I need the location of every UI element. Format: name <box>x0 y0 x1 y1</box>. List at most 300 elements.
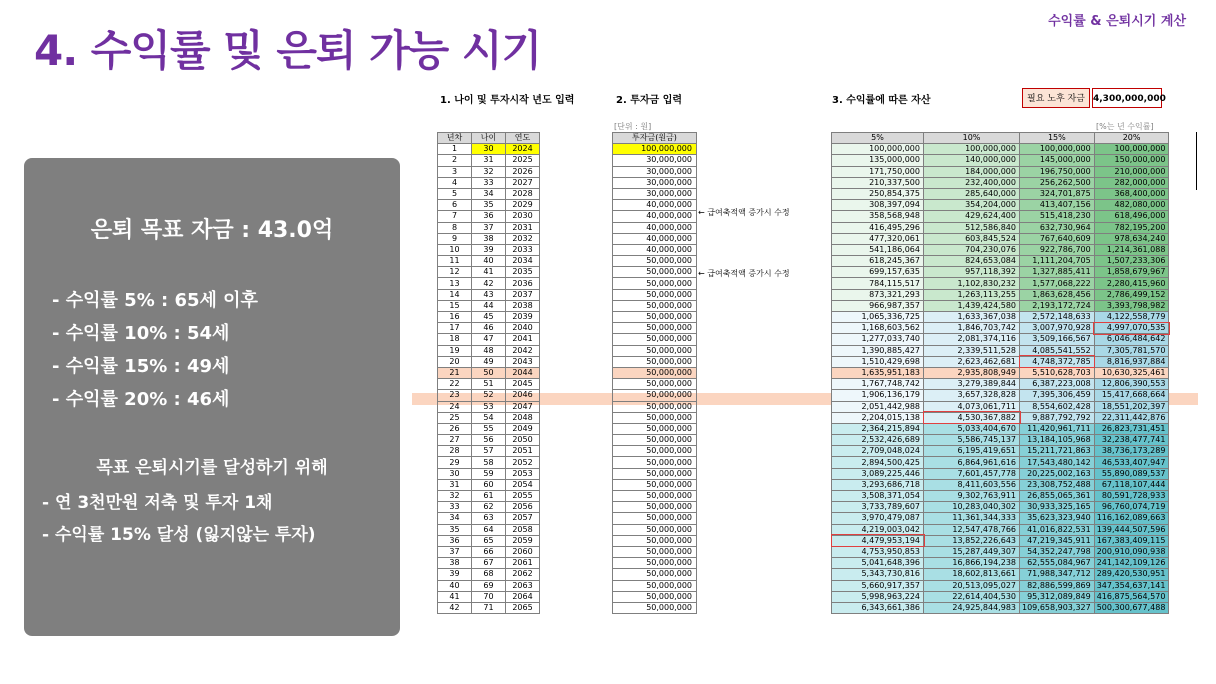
table-row <box>613 356 697 367</box>
table-row <box>832 479 1169 490</box>
unit-label: [단위 : 원] <box>614 122 652 131</box>
table-row <box>832 233 1169 244</box>
table-row <box>832 491 1169 502</box>
year-cell[interactable]: 2062 <box>506 569 540 580</box>
age-cell[interactable]: 53 <box>472 401 506 412</box>
table-row <box>438 356 540 367</box>
asset-20pct-cell: 1,507,233,306 <box>1094 256 1169 267</box>
age-cell[interactable]: 64 <box>472 524 506 535</box>
asset-15pct-cell: 767,640,609 <box>1020 233 1095 244</box>
asset-5pct-cell: 2,364,215,894 <box>832 423 924 434</box>
principal-cell[interactable]: 50,000,000 <box>613 457 697 468</box>
asset-15pct-cell: 1,577,068,222 <box>1020 278 1095 289</box>
age-cell[interactable]: 51 <box>472 379 506 390</box>
principal-cell[interactable]: 50,000,000 <box>613 524 697 535</box>
age-cell[interactable]: 30 <box>472 144 506 155</box>
principal-cell[interactable]: 100,000,000 <box>613 144 697 155</box>
table-row <box>832 546 1169 557</box>
principal-cell[interactable]: 40,000,000 <box>613 222 697 233</box>
age-cell[interactable]: 68 <box>472 569 506 580</box>
age-cell[interactable]: 31 <box>472 155 506 166</box>
asset-10pct-cell: 22,614,404,530 <box>924 591 1020 602</box>
year-cell[interactable]: 2047 <box>506 401 540 412</box>
asset-20pct-cell: 978,634,240 <box>1094 233 1169 244</box>
asset-5pct-cell: 5,343,730,816 <box>832 569 924 580</box>
year-cell[interactable]: 2058 <box>506 524 540 535</box>
principal-cell[interactable]: 50,000,000 <box>613 256 697 267</box>
table-row <box>438 535 540 546</box>
year-num-cell: 31 <box>438 479 472 490</box>
table-row <box>832 267 1169 278</box>
asset-5pct-cell: 699,157,635 <box>832 267 924 278</box>
retirement-goal: 은퇴 목표 자금 : 43.0억 <box>90 218 334 243</box>
asset-15pct-cell: 109,658,903,327 <box>1020 602 1095 613</box>
principal-cell[interactable]: 50,000,000 <box>613 446 697 457</box>
age-cell[interactable]: 50 <box>472 367 506 378</box>
asset-20pct-cell: 2,786,499,152 <box>1094 289 1169 300</box>
age-cell[interactable]: 63 <box>472 513 506 524</box>
table-row <box>832 278 1169 289</box>
asset-5pct-cell: 4,219,003,042 <box>832 524 924 535</box>
year-cell[interactable]: 2065 <box>506 602 540 613</box>
table-row <box>438 569 540 580</box>
asset-20pct-cell: 26,823,731,451 <box>1094 423 1169 434</box>
year-cell[interactable]: 2030 <box>506 211 540 222</box>
age-cell[interactable]: 71 <box>472 602 506 613</box>
asset-15pct-cell: 256,262,500 <box>1020 177 1095 188</box>
asset-20pct-cell: 12,806,390,553 <box>1094 379 1169 390</box>
asset-15pct-cell: 922,786,700 <box>1020 244 1095 255</box>
asset-20pct-cell: 4,997,070,535 <box>1094 323 1169 334</box>
asset-15pct-cell: 3,007,970,928 <box>1020 323 1095 334</box>
age-cell[interactable]: 67 <box>472 558 506 569</box>
year-num-cell: 3 <box>438 166 472 177</box>
table-row <box>832 535 1169 546</box>
asset-5pct-cell: 5,998,963,224 <box>832 591 924 602</box>
asset-5pct-cell: 4,479,953,194 <box>832 535 924 546</box>
principal-cell[interactable]: 50,000,000 <box>613 502 697 513</box>
asset-20pct-cell: 96,760,074,719 <box>1094 502 1169 513</box>
year-cell[interactable]: 2039 <box>506 312 540 323</box>
asset-5pct-cell: 2,051,442,988 <box>832 401 924 412</box>
asset-15pct-cell: 515,418,230 <box>1020 211 1095 222</box>
year-cell[interactable]: 2033 <box>506 244 540 255</box>
year-num-cell: 4 <box>438 177 472 188</box>
principal-cell[interactable]: 50,000,000 <box>613 535 697 546</box>
year-num-cell: 37 <box>438 546 472 557</box>
table-row <box>438 602 540 613</box>
year-cell[interactable]: 2060 <box>506 546 540 557</box>
principal-cell[interactable]: 50,000,000 <box>613 289 697 300</box>
principal-cell[interactable]: 50,000,000 <box>613 602 697 613</box>
age-cell[interactable]: 44 <box>472 300 506 311</box>
asset-10pct-cell: 5,033,404,670 <box>924 423 1020 434</box>
age-cell[interactable]: 61 <box>472 491 506 502</box>
asset-20pct-cell: 150,000,000 <box>1094 155 1169 166</box>
year-cell[interactable]: 2025 <box>506 155 540 166</box>
table-row <box>613 278 697 289</box>
table-row <box>832 211 1169 222</box>
year-num-cell: 33 <box>438 502 472 513</box>
year-cell[interactable]: 2052 <box>506 457 540 468</box>
principal-cell[interactable]: 50,000,000 <box>613 379 697 390</box>
age-cell[interactable]: 38 <box>472 233 506 244</box>
table-row <box>613 569 697 580</box>
principal-cell[interactable]: 50,000,000 <box>613 367 697 378</box>
table-row <box>832 356 1169 367</box>
year-cell[interactable]: 2028 <box>506 188 540 199</box>
table-row <box>613 491 697 502</box>
principal-cell[interactable]: 50,000,000 <box>613 513 697 524</box>
principal-cell[interactable]: 50,000,000 <box>613 345 697 356</box>
age-cell[interactable]: 39 <box>472 244 506 255</box>
principal-cell[interactable]: 30,000,000 <box>613 166 697 177</box>
year-num-cell: 28 <box>438 446 472 457</box>
age-cell[interactable]: 60 <box>472 479 506 490</box>
asset-5pct-cell: 1,168,603,562 <box>832 323 924 334</box>
asset-20pct-cell: 15,417,668,664 <box>1094 390 1169 401</box>
col-header-principal: 투자금(원금) <box>613 133 697 144</box>
table-row <box>438 367 540 378</box>
asset-5pct-cell: 308,397,094 <box>832 200 924 211</box>
asset-20pct-cell: 116,162,089,663 <box>1094 513 1169 524</box>
year-cell[interactable]: 2054 <box>506 479 540 490</box>
age-cell[interactable]: 65 <box>472 535 506 546</box>
table-row <box>613 502 697 513</box>
asset-15pct-cell: 23,308,752,488 <box>1020 479 1095 490</box>
year-cell[interactable]: 2040 <box>506 323 540 334</box>
principal-cell[interactable]: 30,000,000 <box>613 155 697 166</box>
asset-20pct-cell: 618,496,000 <box>1094 211 1169 222</box>
asset-10pct-cell: 18,602,813,661 <box>924 569 1020 580</box>
table-row <box>832 334 1169 345</box>
asset-15pct-cell: 41,016,822,531 <box>1020 524 1095 535</box>
age-cell[interactable]: 42 <box>472 278 506 289</box>
age-cell[interactable]: 45 <box>472 312 506 323</box>
year-cell[interactable]: 2050 <box>506 435 540 446</box>
year-num-cell: 34 <box>438 513 472 524</box>
age-cell[interactable]: 54 <box>472 412 506 423</box>
principal-cell[interactable]: 50,000,000 <box>613 300 697 311</box>
asset-5pct-cell: 3,089,225,446 <box>832 468 924 479</box>
age-cell[interactable]: 57 <box>472 446 506 457</box>
year-cell[interactable]: 2032 <box>506 233 540 244</box>
asset-10pct-cell: 5,586,745,137 <box>924 435 1020 446</box>
asset-10pct-cell: 24,925,844,983 <box>924 602 1020 613</box>
return-15pct: - 수익률 15% : 49세 <box>52 356 230 377</box>
age-cell[interactable]: 46 <box>472 323 506 334</box>
asset-20pct-cell: 282,000,000 <box>1094 177 1169 188</box>
year-cell[interactable]: 2051 <box>506 446 540 457</box>
principal-cell[interactable]: 50,000,000 <box>613 390 697 401</box>
asset-20pct-cell: 782,195,200 <box>1094 222 1169 233</box>
age-cell[interactable]: 48 <box>472 345 506 356</box>
principal-cell[interactable]: 50,000,000 <box>613 558 697 569</box>
principal-cell[interactable]: 30,000,000 <box>613 188 697 199</box>
age-cell[interactable]: 62 <box>472 502 506 513</box>
table-row <box>832 435 1169 446</box>
table-row <box>438 412 540 423</box>
principal-cell[interactable]: 50,000,000 <box>613 278 697 289</box>
principal-cell[interactable]: 50,000,000 <box>613 323 697 334</box>
principal-cell[interactable]: 40,000,000 <box>613 233 697 244</box>
asset-10pct-cell: 1,633,367,038 <box>924 312 1020 323</box>
age-cell[interactable]: 66 <box>472 546 506 557</box>
year-cell[interactable]: 2041 <box>506 334 540 345</box>
year-cell[interactable]: 2043 <box>506 356 540 367</box>
table-row <box>438 580 540 591</box>
asset-5pct-cell: 6,343,661,386 <box>832 602 924 613</box>
principal-cell[interactable]: 40,000,000 <box>613 200 697 211</box>
age-cell[interactable]: 34 <box>472 188 506 199</box>
investment-table <box>612 132 697 614</box>
table-row <box>438 513 540 524</box>
table-row <box>613 390 697 401</box>
asset-20pct-cell: 100,000,000 <box>1094 144 1169 155</box>
year-cell[interactable]: 2061 <box>506 558 540 569</box>
asset-15pct-cell: 413,407,156 <box>1020 200 1095 211</box>
table-row <box>438 390 540 401</box>
age-cell[interactable]: 56 <box>472 435 506 446</box>
age-cell[interactable]: 59 <box>472 468 506 479</box>
asset-10pct-cell: 2,623,462,681 <box>924 356 1020 367</box>
col-header-5pct: 5% <box>832 133 924 144</box>
table-row <box>832 144 1169 155</box>
principal-cell[interactable]: 50,000,000 <box>613 423 697 434</box>
year-cell[interactable]: 2055 <box>506 491 540 502</box>
principal-cell[interactable]: 50,000,000 <box>613 334 697 345</box>
principal-cell[interactable]: 40,000,000 <box>613 211 697 222</box>
asset-growth-table <box>831 132 1169 614</box>
table-row <box>613 323 697 334</box>
year-num-cell: 12 <box>438 267 472 278</box>
year-num-cell: 18 <box>438 334 472 345</box>
principal-cell[interactable]: 50,000,000 <box>613 491 697 502</box>
asset-15pct-cell: 15,211,721,863 <box>1020 446 1095 457</box>
asset-10pct-cell: 704,230,076 <box>924 244 1020 255</box>
asset-10pct-cell: 1,846,703,742 <box>924 323 1020 334</box>
principal-cell[interactable]: 40,000,000 <box>613 244 697 255</box>
col-header-10pct: 10% <box>924 133 1020 144</box>
table-row <box>438 446 540 457</box>
table-row <box>832 524 1169 535</box>
principal-cell[interactable]: 30,000,000 <box>613 177 697 188</box>
table-row <box>832 401 1169 412</box>
table-row <box>438 401 540 412</box>
asset-10pct-cell: 2,339,511,528 <box>924 345 1020 356</box>
year-num-cell: 21 <box>438 367 472 378</box>
table-row <box>832 200 1169 211</box>
asset-20pct-cell: 2,280,415,960 <box>1094 278 1169 289</box>
asset-10pct-cell: 232,400,000 <box>924 177 1020 188</box>
age-cell[interactable]: 41 <box>472 267 506 278</box>
year-num-cell: 14 <box>438 289 472 300</box>
asset-10pct-cell: 354,204,000 <box>924 200 1020 211</box>
age-cell[interactable]: 32 <box>472 166 506 177</box>
table-row <box>613 244 697 255</box>
table-row <box>438 144 540 155</box>
table-row <box>613 446 697 457</box>
age-cell[interactable]: 70 <box>472 591 506 602</box>
asset-10pct-cell: 2,081,374,116 <box>924 334 1020 345</box>
table-row <box>438 591 540 602</box>
asset-15pct-cell: 11,420,961,711 <box>1020 423 1095 434</box>
strategy-bullet: - 수익률 15% 달성 (잃지않는 투자) <box>42 525 316 545</box>
table-row <box>613 300 697 311</box>
asset-15pct-cell: 62,555,084,967 <box>1020 558 1095 569</box>
table-row <box>438 155 540 166</box>
year-cell[interactable]: 2057 <box>506 513 540 524</box>
table-row <box>613 144 697 155</box>
asset-10pct-cell: 3,279,389,844 <box>924 379 1020 390</box>
asset-15pct-cell: 95,312,089,849 <box>1020 591 1095 602</box>
table-row <box>832 166 1169 177</box>
year-num-cell: 5 <box>438 188 472 199</box>
year-cell[interactable]: 2027 <box>506 177 540 188</box>
principal-cell[interactable]: 50,000,000 <box>613 569 697 580</box>
asset-10pct-cell: 9,302,763,911 <box>924 491 1020 502</box>
year-cell[interactable]: 2063 <box>506 580 540 591</box>
age-cell[interactable]: 33 <box>472 177 506 188</box>
year-cell[interactable]: 2037 <box>506 289 540 300</box>
col-header-20pct: 20% <box>1094 133 1169 144</box>
year-cell[interactable]: 2053 <box>506 468 540 479</box>
table-row <box>613 423 697 434</box>
table-row <box>438 188 540 199</box>
table-row <box>832 602 1169 613</box>
year-cell[interactable]: 2049 <box>506 423 540 434</box>
table-row <box>613 535 697 546</box>
year-cell[interactable]: 2046 <box>506 390 540 401</box>
year-cell[interactable]: 2026 <box>506 166 540 177</box>
principal-cell[interactable]: 50,000,000 <box>613 468 697 479</box>
asset-20pct-cell: 1,858,679,967 <box>1094 267 1169 278</box>
principal-cell[interactable]: 50,000,000 <box>613 412 697 423</box>
age-cell[interactable]: 52 <box>472 390 506 401</box>
asset-5pct-cell: 250,854,375 <box>832 188 924 199</box>
asset-10pct-cell: 11,361,344,333 <box>924 513 1020 524</box>
year-cell[interactable]: 2064 <box>506 591 540 602</box>
table-row <box>613 513 697 524</box>
asset-5pct-cell: 477,320,061 <box>832 233 924 244</box>
table-row <box>613 468 697 479</box>
asset-10pct-cell: 429,624,400 <box>924 211 1020 222</box>
asset-10pct-cell: 16,866,194,238 <box>924 558 1020 569</box>
unit-label: [%는 년 수익률] <box>1096 122 1154 131</box>
table-row <box>832 323 1169 334</box>
year-cell[interactable]: 2044 <box>506 367 540 378</box>
year-cell[interactable]: 2031 <box>506 222 540 233</box>
principal-cell[interactable]: 50,000,000 <box>613 312 697 323</box>
principal-cell[interactable]: 50,000,000 <box>613 580 697 591</box>
asset-15pct-cell: 1,327,885,411 <box>1020 267 1095 278</box>
principal-cell[interactable]: 50,000,000 <box>613 356 697 367</box>
asset-20pct-cell: 10,630,325,461 <box>1094 367 1169 378</box>
table-row <box>438 300 540 311</box>
asset-5pct-cell: 966,987,357 <box>832 300 924 311</box>
table-row <box>613 367 697 378</box>
principal-cell[interactable]: 50,000,000 <box>613 546 697 557</box>
principal-cell[interactable]: 50,000,000 <box>613 435 697 446</box>
asset-5pct-cell: 2,894,500,425 <box>832 457 924 468</box>
asset-5pct-cell: 1,065,336,725 <box>832 312 924 323</box>
principal-cell[interactable]: 50,000,000 <box>613 591 697 602</box>
year-cell[interactable]: 2048 <box>506 412 540 423</box>
principal-cell[interactable]: 50,000,000 <box>613 479 697 490</box>
table-row <box>438 166 540 177</box>
table-row <box>613 200 697 211</box>
year-cell[interactable]: 2035 <box>506 267 540 278</box>
year-cell[interactable]: 2056 <box>506 502 540 513</box>
table-row <box>832 468 1169 479</box>
year-cell[interactable]: 2042 <box>506 345 540 356</box>
age-cell[interactable]: 43 <box>472 289 506 300</box>
year-num-cell: 41 <box>438 591 472 602</box>
asset-5pct-cell: 210,337,500 <box>832 177 924 188</box>
table-row <box>438 479 540 490</box>
age-cell[interactable]: 58 <box>472 457 506 468</box>
age-cell[interactable]: 55 <box>472 423 506 434</box>
year-cell[interactable]: 2045 <box>506 379 540 390</box>
asset-20pct-cell: 500,300,677,488 <box>1094 602 1169 613</box>
table-row <box>438 289 540 300</box>
col-header-age: 나이 <box>472 133 506 144</box>
asset-10pct-cell: 4,073,061,711 <box>924 401 1020 412</box>
col-header-15pct: 15% <box>1020 133 1095 144</box>
table-row <box>438 502 540 513</box>
year-num-cell: 6 <box>438 200 472 211</box>
age-cell[interactable]: 40 <box>472 256 506 267</box>
asset-20pct-cell: 482,080,000 <box>1094 200 1169 211</box>
year-cell[interactable]: 2038 <box>506 300 540 311</box>
age-cell[interactable]: 37 <box>472 222 506 233</box>
asset-5pct-cell: 3,293,686,718 <box>832 479 924 490</box>
asset-20pct-cell: 289,420,530,951 <box>1094 569 1169 580</box>
year-num-cell: 25 <box>438 412 472 423</box>
year-cell[interactable]: 2029 <box>506 200 540 211</box>
top-label: 수익률 & 은퇴시기 계산 <box>1048 14 1186 29</box>
year-cell[interactable]: 2024 <box>506 144 540 155</box>
year-cell[interactable]: 2059 <box>506 535 540 546</box>
age-cell[interactable]: 35 <box>472 200 506 211</box>
asset-5pct-cell: 5,041,648,396 <box>832 558 924 569</box>
table-row <box>613 289 697 300</box>
asset-10pct-cell: 2,935,808,949 <box>924 367 1020 378</box>
year-cell[interactable]: 2036 <box>506 278 540 289</box>
age-cell[interactable]: 49 <box>472 356 506 367</box>
table-row <box>613 457 697 468</box>
strategy-heading: 목표 은퇴시기를 달성하기 위해 <box>96 458 328 478</box>
return-20pct: - 수익률 20% : 46세 <box>52 389 230 410</box>
table-row <box>613 524 697 535</box>
edit-note: ← 급여축적액 증가시 수정 <box>698 269 790 278</box>
age-cell[interactable]: 69 <box>472 580 506 591</box>
table-row <box>832 345 1169 356</box>
asset-15pct-cell: 145,000,000 <box>1020 155 1095 166</box>
principal-cell[interactable]: 50,000,000 <box>613 401 697 412</box>
asset-10pct-cell: 3,657,328,828 <box>924 390 1020 401</box>
asset-5pct-cell: 358,568,948 <box>832 211 924 222</box>
asset-15pct-cell: 20,225,002,163 <box>1020 468 1095 479</box>
asset-10pct-cell: 100,000,000 <box>924 144 1020 155</box>
age-cell[interactable]: 47 <box>472 334 506 345</box>
table-row <box>438 211 540 222</box>
age-cell[interactable]: 36 <box>472 211 506 222</box>
year-cell[interactable]: 2034 <box>506 256 540 267</box>
required-fund-value[interactable]: 4,300,000,000 <box>1092 88 1162 108</box>
table-row <box>832 513 1169 524</box>
principal-cell[interactable]: 50,000,000 <box>613 267 697 278</box>
